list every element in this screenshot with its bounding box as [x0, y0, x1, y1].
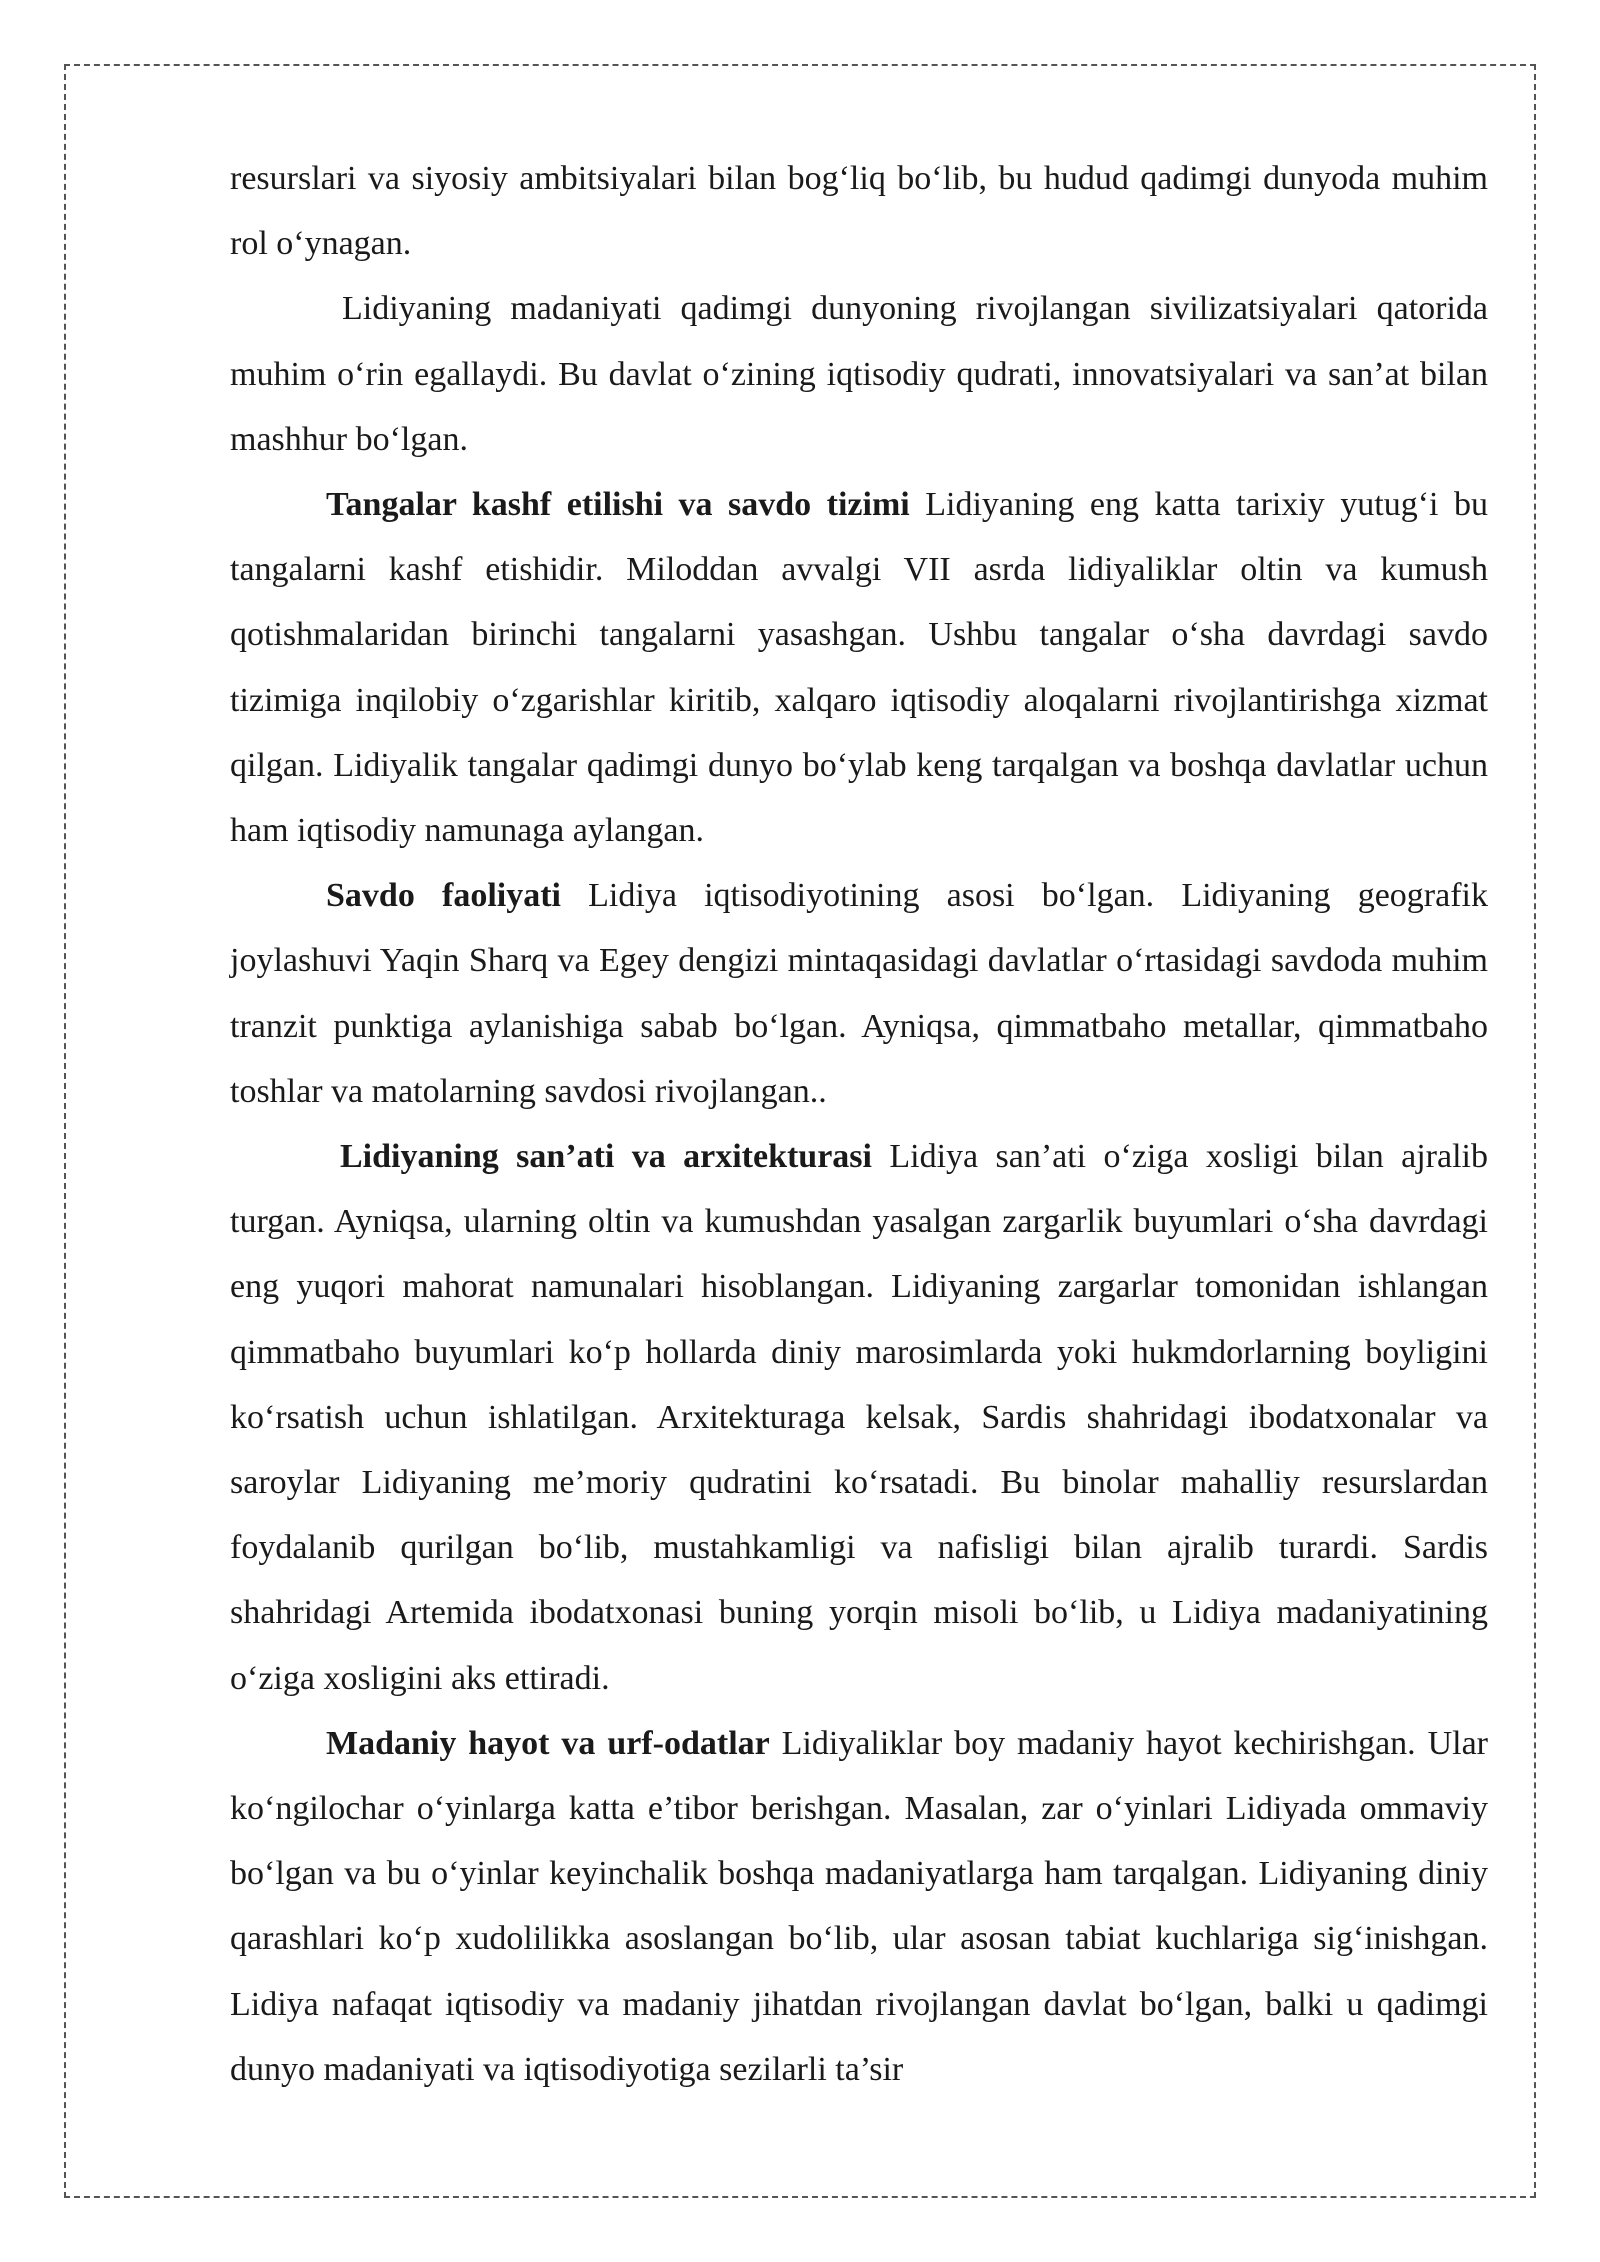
paragraph-text: Lidiyaning madaniyati qadimgi dunyoning rivojlangan sivilizatsiyalari qatorida muhim o‘rin egallaydi. Bu davlat o‘zining iqtisodiy qudrati, innovatsiyalari va san’at bilan mashhur bo‘lgan. [230, 290, 1488, 458]
paragraph-text: Lidiya iqtisodiyotining asosi bo‘lgan. Lidiyaning geografik joylashuvi Yaqin Sharq va Egey dengizi mintaqasidagi davlatlar o‘rtasidagi savdoda muhim tranzit punktiga aylanishiga sabab bo‘lgan. Ayniqsa, qimmatbaho metallar, qimmatbaho toshlar va matolarning savdosi rivojlangan.. [230, 877, 1488, 1110]
paragraph-text: resurslari va siyosiy ambitsiyalari bilan bog‘liq bo‘lib, bu hudud qadimgi dunyoda muhim rol o‘ynagan. [230, 160, 1488, 263]
document-body [230, 146, 1488, 2102]
paragraph-text: Lidiyaning eng katta tarixiy yutug‘i bu tangalarni kashf etishidir. Miloddan avvalgi VII asrda lidiyaliklar oltin va kumush qotishmalaridan birinchi tangalarni yasashgan. Ushbu tangalar o‘sha davrdagi savdo tizimiga inqilobiy o‘zgarishlar kiritib, xalqaro iqtisodiy aloqalarni rivojlantirishga xizmat qilgan. Lidiyalik tangalar qadimgi dunyo bo‘ylab keng tarqalgan va boshqa davlatlar uchun ham iqtisodiy namunaga aylangan. [230, 486, 1488, 850]
paragraph-art-architecture [230, 1124, 1488, 1711]
paragraph-heading: Madaniy hayot va urf-odatlar [326, 1724, 770, 1762]
paragraph-heading: Savdo faoliyati [326, 877, 561, 915]
paragraph-text: Lidiyaliklar boy madaniy hayot kechirishgan. Ular ko‘ngilochar o‘yinlarga katta e’tibor berishgan. Masalan, zar o‘yinlari Lidiyada ommaviy bo‘lgan va bu o‘yinlar keyinchalik boshqa madaniyatlarga ham tarqalgan. Lidiyaning diniy qarashlari ko‘p xudolilikka asoslangan bo‘lib, ular asosan tabiat kuchlariga sig‘inishgan. Lidiya nafaqat iqtisodiy va madaniy jihatdan rivojlangan davlat bo‘lgan, balki u qadimgi dunyo madaniyati va iqtisodiyotiga sezilarli ta’sir [230, 1724, 1488, 2088]
paragraph-coins [230, 472, 1488, 863]
paragraph-trade [230, 863, 1488, 1124]
paragraph-heading: Lidiyaning san’ati va arxitekturasi [340, 1138, 872, 1176]
paragraph-heading: Tangalar kashf etilishi va savdo tizimi [326, 486, 910, 524]
paragraph-lidiya-culture [230, 276, 1488, 472]
paragraph-continuation [230, 146, 1488, 276]
paragraph-text: Lidiya san’ati o‘ziga xosligi bilan ajralib turgan. Ayniqsa, ularning oltin va kumushdan yasalgan zargarlik buyumlari o‘sha davrdagi eng yuqori mahorat namunalari hisoblangan. Lidiyaning zargarlar tomonidan ishlangan qimmatbaho buyumlari ko‘p hollarda diniy marosimlarda yoki hukmdorlarning boyligini ko‘rsatish uchun ishlatilgan. Arxitekturaga kelsak, Sardis shahridagi ibodatxonalar va saroylar Lidiyaning me’moriy qudratini ko‘rsatadi. Bu binolar mahalliy resurslardan foydalanib qurilgan bo‘lib, mustahkamligi va nafisligi bilan ajralib turardi. Sardis shahridagi Artemida ibodatxonasi buning yorqin misoli bo‘lib, u Lidiya madaniyatining o‘ziga xosligini aks ettiradi. [230, 1138, 1488, 1697]
paragraph-cultural-life [230, 1711, 1488, 2102]
